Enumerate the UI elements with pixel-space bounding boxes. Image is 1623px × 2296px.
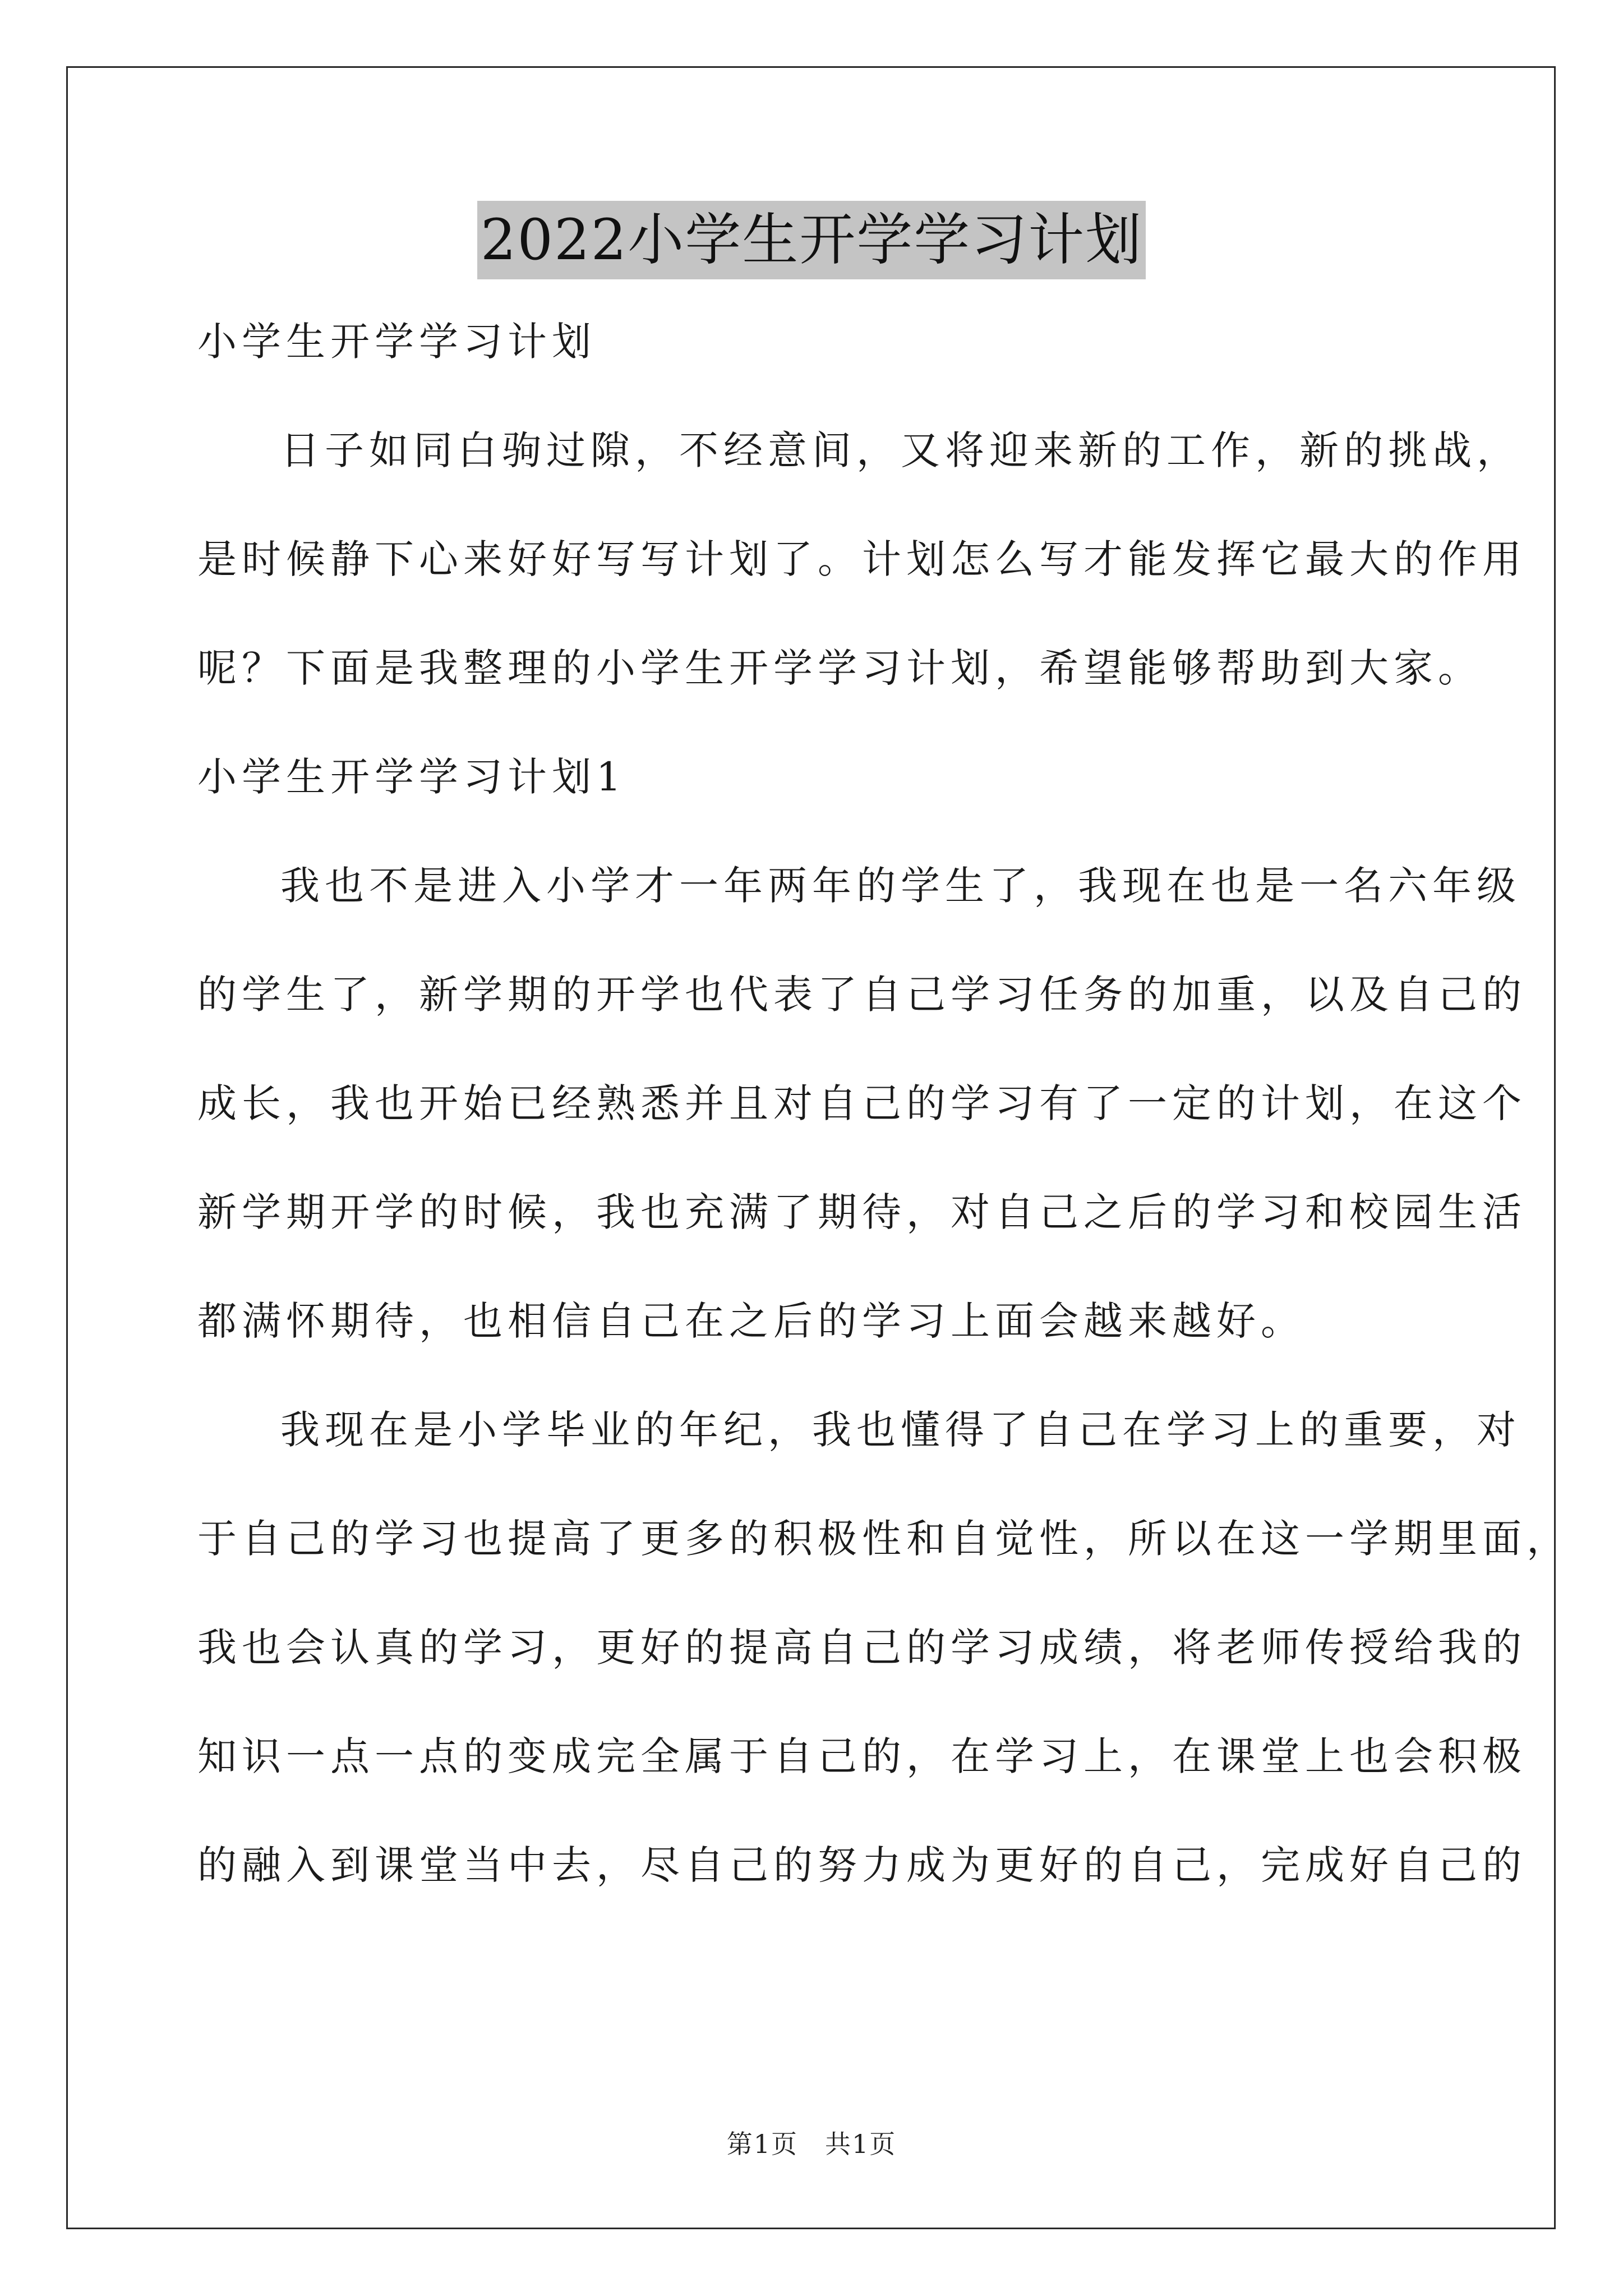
section-heading: 小学生开学学习计划: [197, 319, 596, 365]
body-paragraph-2: [197, 1402, 1571, 1893]
body-paragraph-1: [197, 858, 1527, 1349]
intro-line: 是时候静下心来好好写写计划了。计划怎么写才能发挥它最大的作用: [197, 536, 1527, 582]
section-heading-1: 小学生开学学习计划1: [197, 754, 626, 800]
document-title: 2022小学生开学学习计划: [477, 201, 1146, 279]
paragraph-line: 新学期开学的时候，我也充满了期待，对自己之后的学习和校园生活: [197, 1189, 1527, 1235]
paragraph-line: 都满怀期待，也相信自己在之后的学习上面会越来越好。: [197, 1298, 1305, 1344]
paragraph-line: 成长，我也开始已经熟悉并且对自己的学习有了一定的计划，在这个: [197, 1080, 1527, 1126]
intro-line: 日子如同白驹过隙，不经意间，又将迎来新的工作，新的挑战，: [280, 427, 1521, 473]
paragraph-line: 我现在是小学毕业的年纪，我也懂得了自己在学习上的重要，对: [280, 1407, 1521, 1453]
document-body: [197, 314, 1571, 1947]
paragraph-line: 的融入到课堂当中去，尽自己的努力成为更好的自己，完成好自己的: [197, 1842, 1527, 1888]
intro-paragraph: [197, 423, 1527, 696]
intro-line: 呢？下面是我整理的小学生开学学习计划，希望能够帮助到大家。: [197, 645, 1482, 691]
paragraph-line: 我也会认真的学习，更好的提高自己的学习成绩，将老师传授给我的: [197, 1625, 1527, 1671]
page-footer: 第1页 共1页: [726, 2129, 897, 2159]
paragraph-line: 的学生了，新学期的开学也代表了自己学习任务的加重，以及自己的: [197, 972, 1527, 1018]
paragraph-line: 于自己的学习也提高了更多的积极性和自觉性，所以在这一学期里面，: [197, 1516, 1571, 1562]
paragraph-line: 知识一点一点的变成完全属于自己的，在学习上，在课堂上也会积极: [197, 1733, 1527, 1779]
title-wrap: [0, 201, 1623, 279]
paragraph-line: 我也不是进入小学才一年两年的学生了，我现在也是一名六年级: [280, 863, 1521, 909]
